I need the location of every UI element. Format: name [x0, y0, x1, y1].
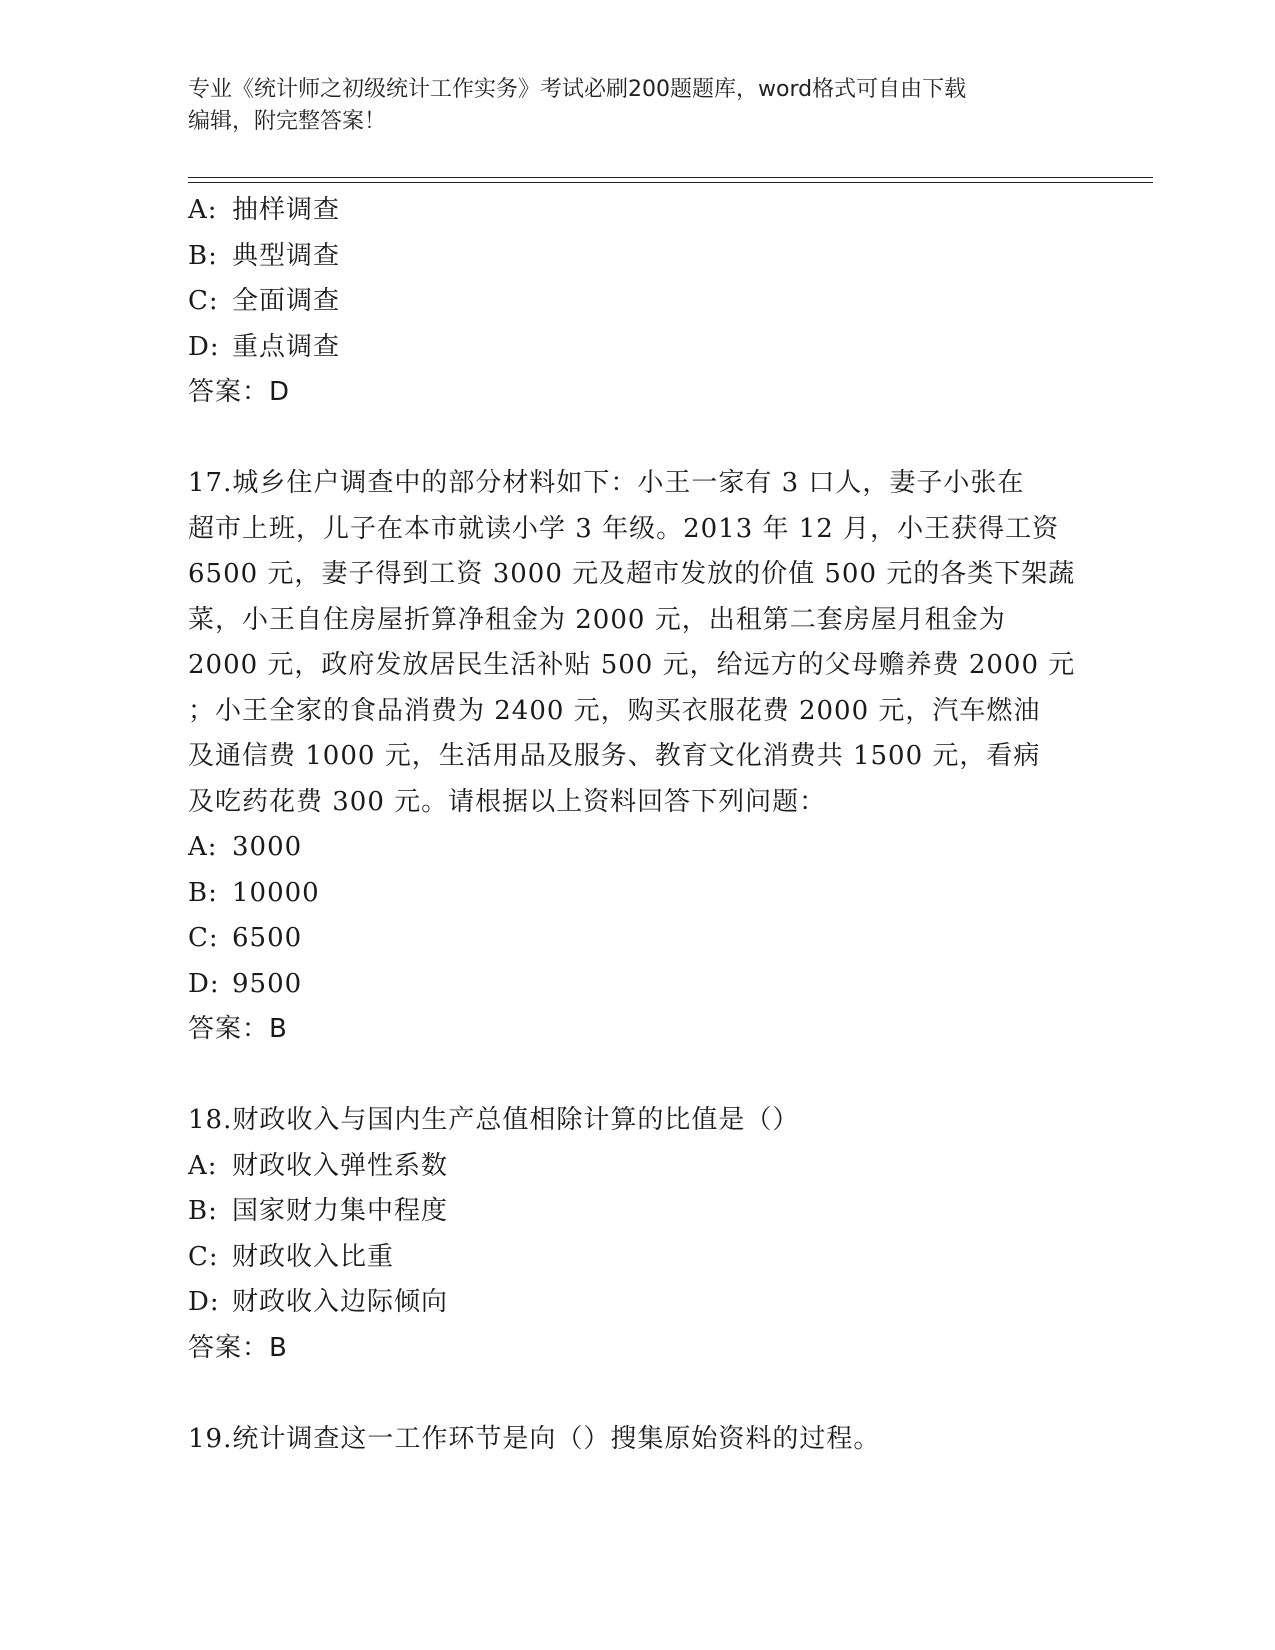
option-b: [188, 1189, 1128, 1235]
option-key: A:: [188, 832, 218, 862]
question-stem-line: 2000 元，政府发放居民生活补贴 500 元，给远方的父母赡养费 2000 元: [188, 650, 1076, 680]
question-stem-line: 及吃药花费 300 元。请根据以上资料回答下列问题：: [188, 786, 827, 817]
option-key: B:: [188, 240, 218, 271]
answer: 答案：B: [188, 1332, 288, 1363]
option-text: 重点调查: [232, 331, 341, 362]
question-19: [188, 1417, 1128, 1463]
document-body: [188, 188, 1128, 1462]
option-key: D:: [188, 331, 220, 362]
question-stem-line: 超市上班，儿子在本市就读小学 3 年级。2013 年 12 月，小王获得工资: [188, 513, 1060, 544]
option-key: C:: [188, 286, 219, 316]
option-key: D:: [188, 968, 220, 999]
option-text: 国家财力集中程度: [232, 1196, 449, 1226]
question-stem-line: 菜，小王自住房屋折算净租金为 2000 元，出租第二套房屋月租金为: [188, 604, 1006, 635]
question-17: [188, 461, 1128, 1053]
question-stem-line: 17.城乡住户调查中的部分材料如下：小王一家有 3 口人，妻子小张在: [188, 468, 1025, 498]
question-16: [188, 188, 1128, 416]
question-stem-line: ；小王全家的食品消费为 2400 元，购买衣服花费 2000 元，汽车燃油: [188, 695, 1041, 726]
option-c: [188, 279, 1128, 325]
option-text: 财政收入边际倾向: [232, 1287, 449, 1317]
option-text: 财政收入弹性系数: [232, 1150, 449, 1181]
header-line-2: 编辑，附完整答案！: [188, 109, 387, 134]
option-text: 6500: [232, 923, 303, 953]
question-stem: 19.统计调查这一工作环节是向（）搜集原始资料的过程。: [188, 1423, 881, 1454]
answer: 答案：D: [188, 377, 291, 407]
answer: 答案：B: [188, 1014, 288, 1044]
option-text: 10000: [232, 877, 320, 908]
option-key: C:: [188, 923, 219, 953]
option-key: B:: [188, 877, 218, 908]
header-line-1: 专业《统计师之初级统计工作实务》考试必刷200题题库，word格式可自由下载: [188, 77, 967, 102]
question-stem: 18.财政收入与国内生产总值相除计算的比值是（）: [188, 1105, 800, 1135]
spacer: [188, 1371, 1128, 1417]
spacer: [188, 416, 1128, 462]
question-stem-line: 及通信费 1000 元，生活用品及服务、教育文化消费共 1500 元，看病: [188, 741, 1041, 771]
option-text: 典型调查: [232, 240, 341, 271]
option-a: [188, 188, 1128, 234]
option-key: B:: [188, 1196, 218, 1226]
option-c: [188, 1235, 1128, 1281]
question-stem-line: 6500 元，妻子得到工资 3000 元及超市发放的价值 500 元的各类下架蔬: [188, 559, 1076, 589]
option-text: 3000: [232, 832, 303, 862]
option-a: [188, 825, 1128, 871]
option-key: A:: [188, 195, 218, 225]
header-rule-top: [188, 177, 1153, 178]
option-b: [188, 871, 1128, 917]
option-key: C:: [188, 1241, 219, 1272]
option-c: [188, 916, 1128, 962]
document-header: [188, 74, 1088, 138]
option-d: [188, 325, 1128, 371]
option-text: 全面调查: [232, 286, 341, 316]
question-18: [188, 1098, 1128, 1371]
spacer: [188, 1053, 1128, 1099]
option-key: A:: [188, 1150, 218, 1181]
option-key: D:: [188, 1287, 220, 1317]
option-text: 抽样调查: [232, 195, 341, 225]
option-d: [188, 962, 1128, 1008]
option-d: [188, 1280, 1128, 1326]
option-text: 9500: [232, 968, 303, 999]
option-a: [188, 1144, 1128, 1190]
option-b: [188, 234, 1128, 280]
header-rule-bottom: [188, 182, 1153, 183]
option-text: 财政收入比重: [232, 1241, 395, 1272]
